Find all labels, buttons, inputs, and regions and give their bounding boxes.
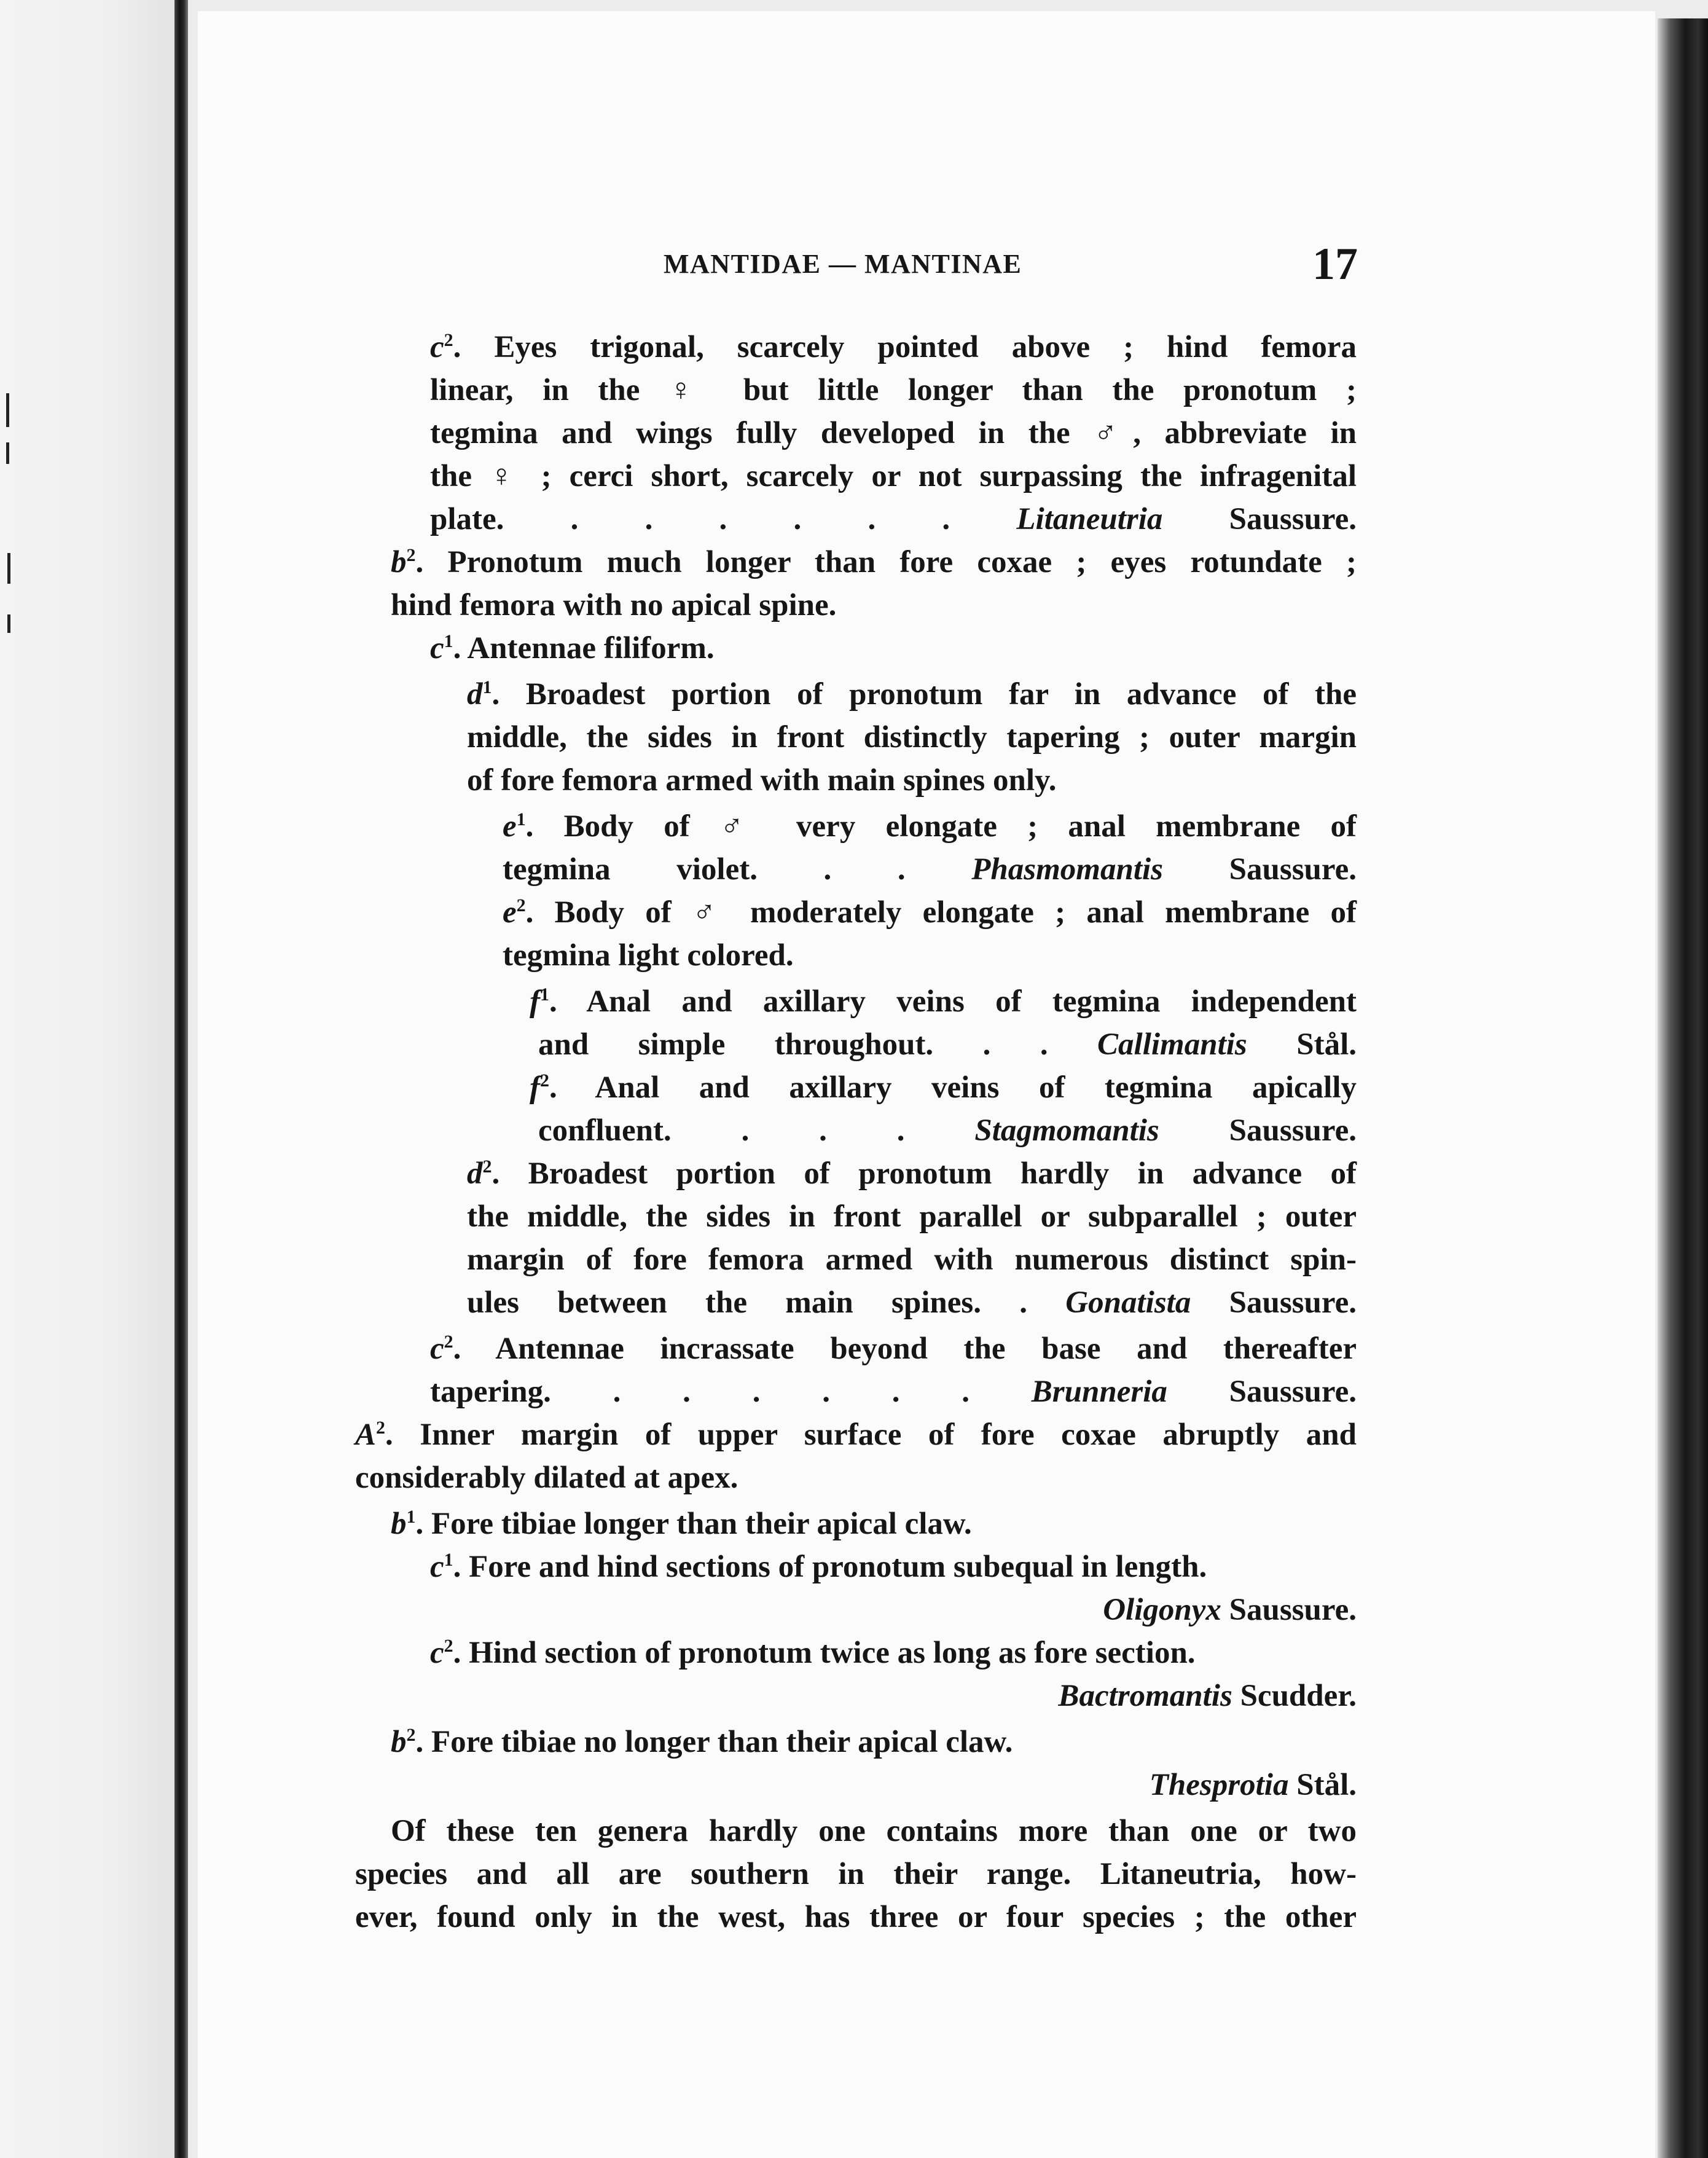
key-label-superscript: 2 — [376, 1418, 386, 1438]
line-text: middle, the sides in front distinctly tapering ; outer margin — [467, 720, 1357, 755]
line-text: tegmina violet. . . — [503, 852, 906, 887]
text-line — [467, 673, 1357, 716]
line-text: . Fore and hind sections of pronotum subequal in length. — [453, 1550, 1207, 1584]
text-line — [430, 369, 1357, 412]
margin-mark — [6, 442, 9, 464]
text-line — [538, 1109, 1357, 1152]
genus-name: Callimantis — [1097, 1027, 1247, 1062]
key-label-superscript: 2 — [406, 1725, 416, 1745]
genus-author: Stål. — [1296, 1027, 1357, 1062]
line-text: tapering. . . . . . . — [430, 1375, 970, 1409]
line-text: . Pronotum much longer than fore coxae ; eyes rotundate ; — [415, 545, 1357, 579]
line-text: . Fore tibiae longer than their apical claw. — [415, 1507, 972, 1541]
genus-author: Saussure. — [1229, 1593, 1357, 1627]
text-line — [430, 1588, 1357, 1631]
text-line — [467, 1238, 1357, 1281]
text-line — [355, 1853, 1357, 1896]
genus-author: Saussure. — [1229, 1113, 1357, 1148]
line-text: confluent. . . . — [538, 1113, 905, 1148]
text-line — [467, 759, 1357, 802]
text-line — [503, 891, 1357, 934]
genus-author: Scudder. — [1240, 1679, 1357, 1713]
key-label: e — [503, 809, 517, 844]
text-line — [467, 1152, 1357, 1195]
line-text: considerably dilated at apex. — [355, 1461, 738, 1495]
key-label: b — [391, 1725, 407, 1759]
key-label: c — [430, 1332, 444, 1366]
line-text: . Hind section of pronotum twice as long as fore section. — [453, 1636, 1196, 1670]
line-text: . Body of ♂ moderately elongate ; anal membrane of — [525, 895, 1357, 930]
text-line — [430, 1370, 1357, 1413]
line-text: . Inner margin of upper surface of fore coxae abruptly and — [385, 1418, 1357, 1452]
key-label: f — [530, 1070, 540, 1105]
text-line — [538, 1023, 1357, 1066]
text-line — [503, 805, 1357, 848]
text-line — [467, 716, 1357, 759]
text-line — [430, 1545, 1357, 1588]
line-text: and simple throughout. . . — [538, 1027, 1048, 1062]
text-line — [430, 1631, 1357, 1674]
genus-name: Brunneria — [1031, 1375, 1167, 1409]
genus-name: Bactromantis — [1058, 1679, 1232, 1713]
key-label-superscript: 2 — [516, 895, 526, 916]
genus-author: Saussure. — [1229, 502, 1357, 536]
line-text: of fore femora armed with main spines only. — [467, 763, 1057, 798]
line-text: . Anal and axillary veins of tegmina independent — [549, 984, 1357, 1019]
genus-name: Phasmomantis — [971, 852, 1164, 887]
text-line — [391, 584, 1357, 627]
line-text: tegmina and wings fully developed in the ♂, abbreviate in — [430, 416, 1357, 450]
key-label: c — [430, 631, 444, 665]
key-label-superscript: 2 — [444, 1332, 453, 1352]
page-number: 17 — [1312, 239, 1358, 289]
book-spine — [174, 0, 188, 2158]
page-header — [664, 238, 1358, 288]
line-text: . Antennae incrassate beyond the base and thereafter — [453, 1332, 1357, 1366]
key-label: b — [391, 1507, 407, 1541]
text-line — [391, 1764, 1357, 1807]
margin-mark — [7, 553, 10, 584]
running-head: MANTIDAE — MANTINAE — [664, 249, 1022, 279]
line-text: linear, in the ♀ but little longer than the pronotum ; — [430, 373, 1357, 407]
key-label: c — [430, 1550, 444, 1584]
text-line — [355, 1456, 1357, 1499]
line-text: Of these ten genera hardly one contains more than one or two — [391, 1814, 1357, 1848]
genus-name: Litaneutria — [1016, 502, 1163, 536]
line-text: . Broadest portion of pronotum far in advance of the — [492, 677, 1357, 712]
text-line — [530, 1066, 1357, 1109]
genus-name: Gonatista — [1065, 1285, 1191, 1320]
text-line — [391, 1810, 1357, 1853]
text-line — [430, 498, 1357, 541]
key-label-superscript: 1 — [444, 631, 453, 651]
line-text: species and all are southern in their range. Litaneutria, how- — [355, 1857, 1357, 1891]
genus-author: Saussure. — [1229, 1375, 1357, 1409]
key-label-superscript: 1 — [444, 1550, 453, 1570]
line-text: the middle, the sides in front parallel or subparallel ; outer — [467, 1199, 1357, 1234]
key-label: f — [530, 984, 540, 1019]
line-text: . Anal and axillary veins of tegmina apically — [549, 1070, 1357, 1105]
text-line — [391, 1721, 1357, 1764]
text-line — [467, 1281, 1357, 1324]
text-line — [430, 627, 1357, 670]
key-label-superscript: 1 — [406, 1507, 416, 1527]
line-text: . Body of ♂ very elongate ; anal membrane of — [525, 809, 1357, 844]
text-line — [530, 980, 1357, 1023]
line-text: margin of fore femora armed with numerous distinct spin- — [467, 1242, 1357, 1277]
line-text: hind femora with no apical spine. — [391, 588, 837, 622]
key-label: d — [467, 1156, 483, 1191]
genus-author: Stål. — [1296, 1768, 1357, 1802]
key-label: d — [467, 677, 483, 712]
text-line — [430, 1327, 1357, 1370]
text-line — [503, 934, 1357, 977]
line-text: plate. . . . . . . — [430, 502, 950, 536]
margin-mark — [7, 614, 10, 633]
key-label: c — [430, 1636, 444, 1670]
line-text: . Fore tibiae no longer than their apical claw. — [415, 1725, 1013, 1759]
key-label-superscript: 2 — [406, 545, 416, 565]
key-label-superscript: 2 — [539, 1070, 549, 1091]
line-text: . Eyes trigonal, scarcely pointed above ; hind femora — [453, 330, 1357, 364]
genus-author: Saussure. — [1229, 1285, 1357, 1320]
genus-name: Oligonyx — [1103, 1593, 1221, 1627]
text-line — [391, 1502, 1357, 1545]
key-label-superscript: 1 — [482, 677, 492, 697]
line-text: the ♀ ; cerci short, scarcely or not surpassing the infragenital — [430, 459, 1357, 493]
text-line — [430, 455, 1357, 498]
text-line — [430, 1674, 1357, 1717]
text-line — [430, 412, 1357, 455]
key-label: e — [503, 895, 517, 930]
text-line — [355, 1896, 1357, 1939]
key-label: c — [430, 330, 444, 364]
text-line — [503, 848, 1357, 891]
line-text: . Antennae filiform. — [453, 631, 715, 665]
key-label: A — [355, 1418, 377, 1452]
key-label: b — [391, 545, 407, 579]
line-text: ever, found only in the west, has three or four species ; the other — [355, 1900, 1357, 1934]
scan-margin-left — [0, 0, 184, 2158]
text-line — [355, 1413, 1357, 1456]
key-label-superscript: 2 — [444, 330, 453, 350]
line-text: ules between the main spines. . — [467, 1285, 1028, 1320]
key-label-superscript: 2 — [482, 1156, 492, 1177]
key-label-superscript: 1 — [539, 984, 549, 1005]
text-line — [467, 1195, 1357, 1238]
line-text: . Broadest portion of pronotum hardly in advance of — [492, 1156, 1357, 1191]
key-label-superscript: 2 — [444, 1636, 453, 1656]
genus-author: Saussure. — [1229, 852, 1357, 887]
genus-name: Stagmomantis — [974, 1113, 1159, 1148]
key-label-superscript: 1 — [516, 809, 526, 830]
line-text: tegmina light colored. — [503, 938, 794, 973]
page-edge-right — [1658, 18, 1708, 2158]
text-line — [391, 541, 1357, 584]
text-line — [430, 326, 1357, 369]
margin-mark — [6, 393, 9, 427]
genus-name: Thesprotia — [1149, 1768, 1289, 1802]
